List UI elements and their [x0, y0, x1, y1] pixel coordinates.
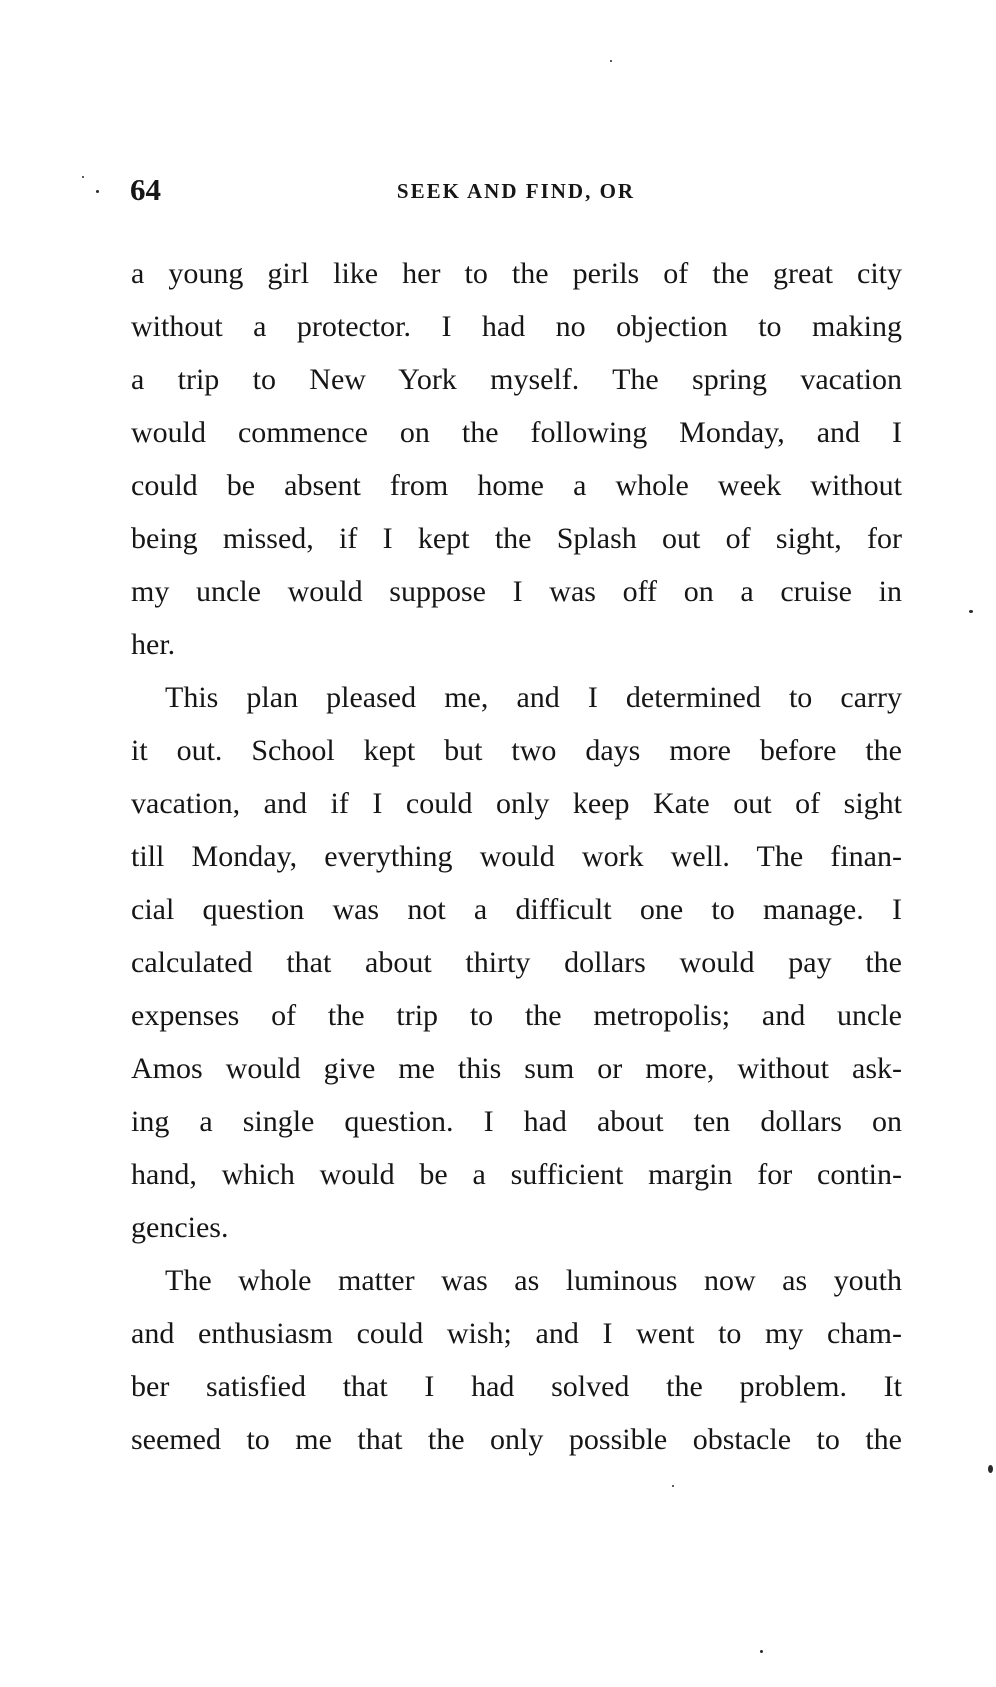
- scan-speck: [988, 1465, 993, 1473]
- scan-speck: [96, 190, 99, 193]
- text-line: vacation, and if I could only keep Kate out of sight: [131, 787, 902, 820]
- running-title: SEEK AND FIND, OR: [396, 179, 636, 203]
- text-line: till Monday, everything would work well. The finan-: [131, 840, 902, 873]
- text-line: being missed, if I kept the Splash out of sight, for: [131, 522, 902, 555]
- body-text: [131, 247, 902, 1466]
- text-line: it out. School kept but two days more before the: [131, 734, 902, 767]
- running-head: [130, 172, 902, 208]
- text-line: and enthusiasm could wish; and I went to my cham-: [131, 1317, 902, 1350]
- text-line: without a protector. I had no objection to making: [131, 310, 902, 343]
- text-line: Amos would give me this sum or more, without ask-: [131, 1052, 902, 1085]
- page-number: 64: [130, 172, 161, 207]
- text-line: a young girl like her to the perils of the great city: [131, 257, 902, 290]
- scan-speck: [760, 1650, 763, 1653]
- scan-speck: [82, 176, 84, 178]
- text-line: gencies.: [131, 1211, 229, 1244]
- text-line: could be absent from home a whole week without: [131, 469, 902, 502]
- text-line: This plan pleased me, and I determined to carry: [165, 681, 902, 714]
- scan-speck: [610, 60, 612, 62]
- text-line: a trip to New York myself. The spring vacation: [131, 363, 902, 396]
- text-line: my uncle would suppose I was off on a cruise in: [131, 575, 902, 608]
- text-line: ing a single question. I had about ten dollars on: [131, 1105, 902, 1138]
- text-line: cial question was not a difficult one to manage. I: [131, 893, 902, 926]
- text-line: calculated that about thirty dollars would pay the: [131, 946, 902, 979]
- text-line: her.: [131, 628, 176, 661]
- text-line: ber satisfied that I had solved the problem. It: [131, 1370, 902, 1403]
- scan-speck: [672, 1485, 674, 1487]
- text-line: expenses of the trip to the metropolis; and uncle: [131, 999, 902, 1032]
- text-line: hand, which would be a sufficient margin for contin-: [131, 1158, 902, 1191]
- text-line: would commence on the following Monday, and I: [131, 416, 902, 449]
- text-line: The whole matter was as luminous now as youth: [165, 1264, 902, 1297]
- text-line: seemed to me that the only possible obstacle to the: [131, 1423, 902, 1456]
- scan-speck: [969, 610, 973, 613]
